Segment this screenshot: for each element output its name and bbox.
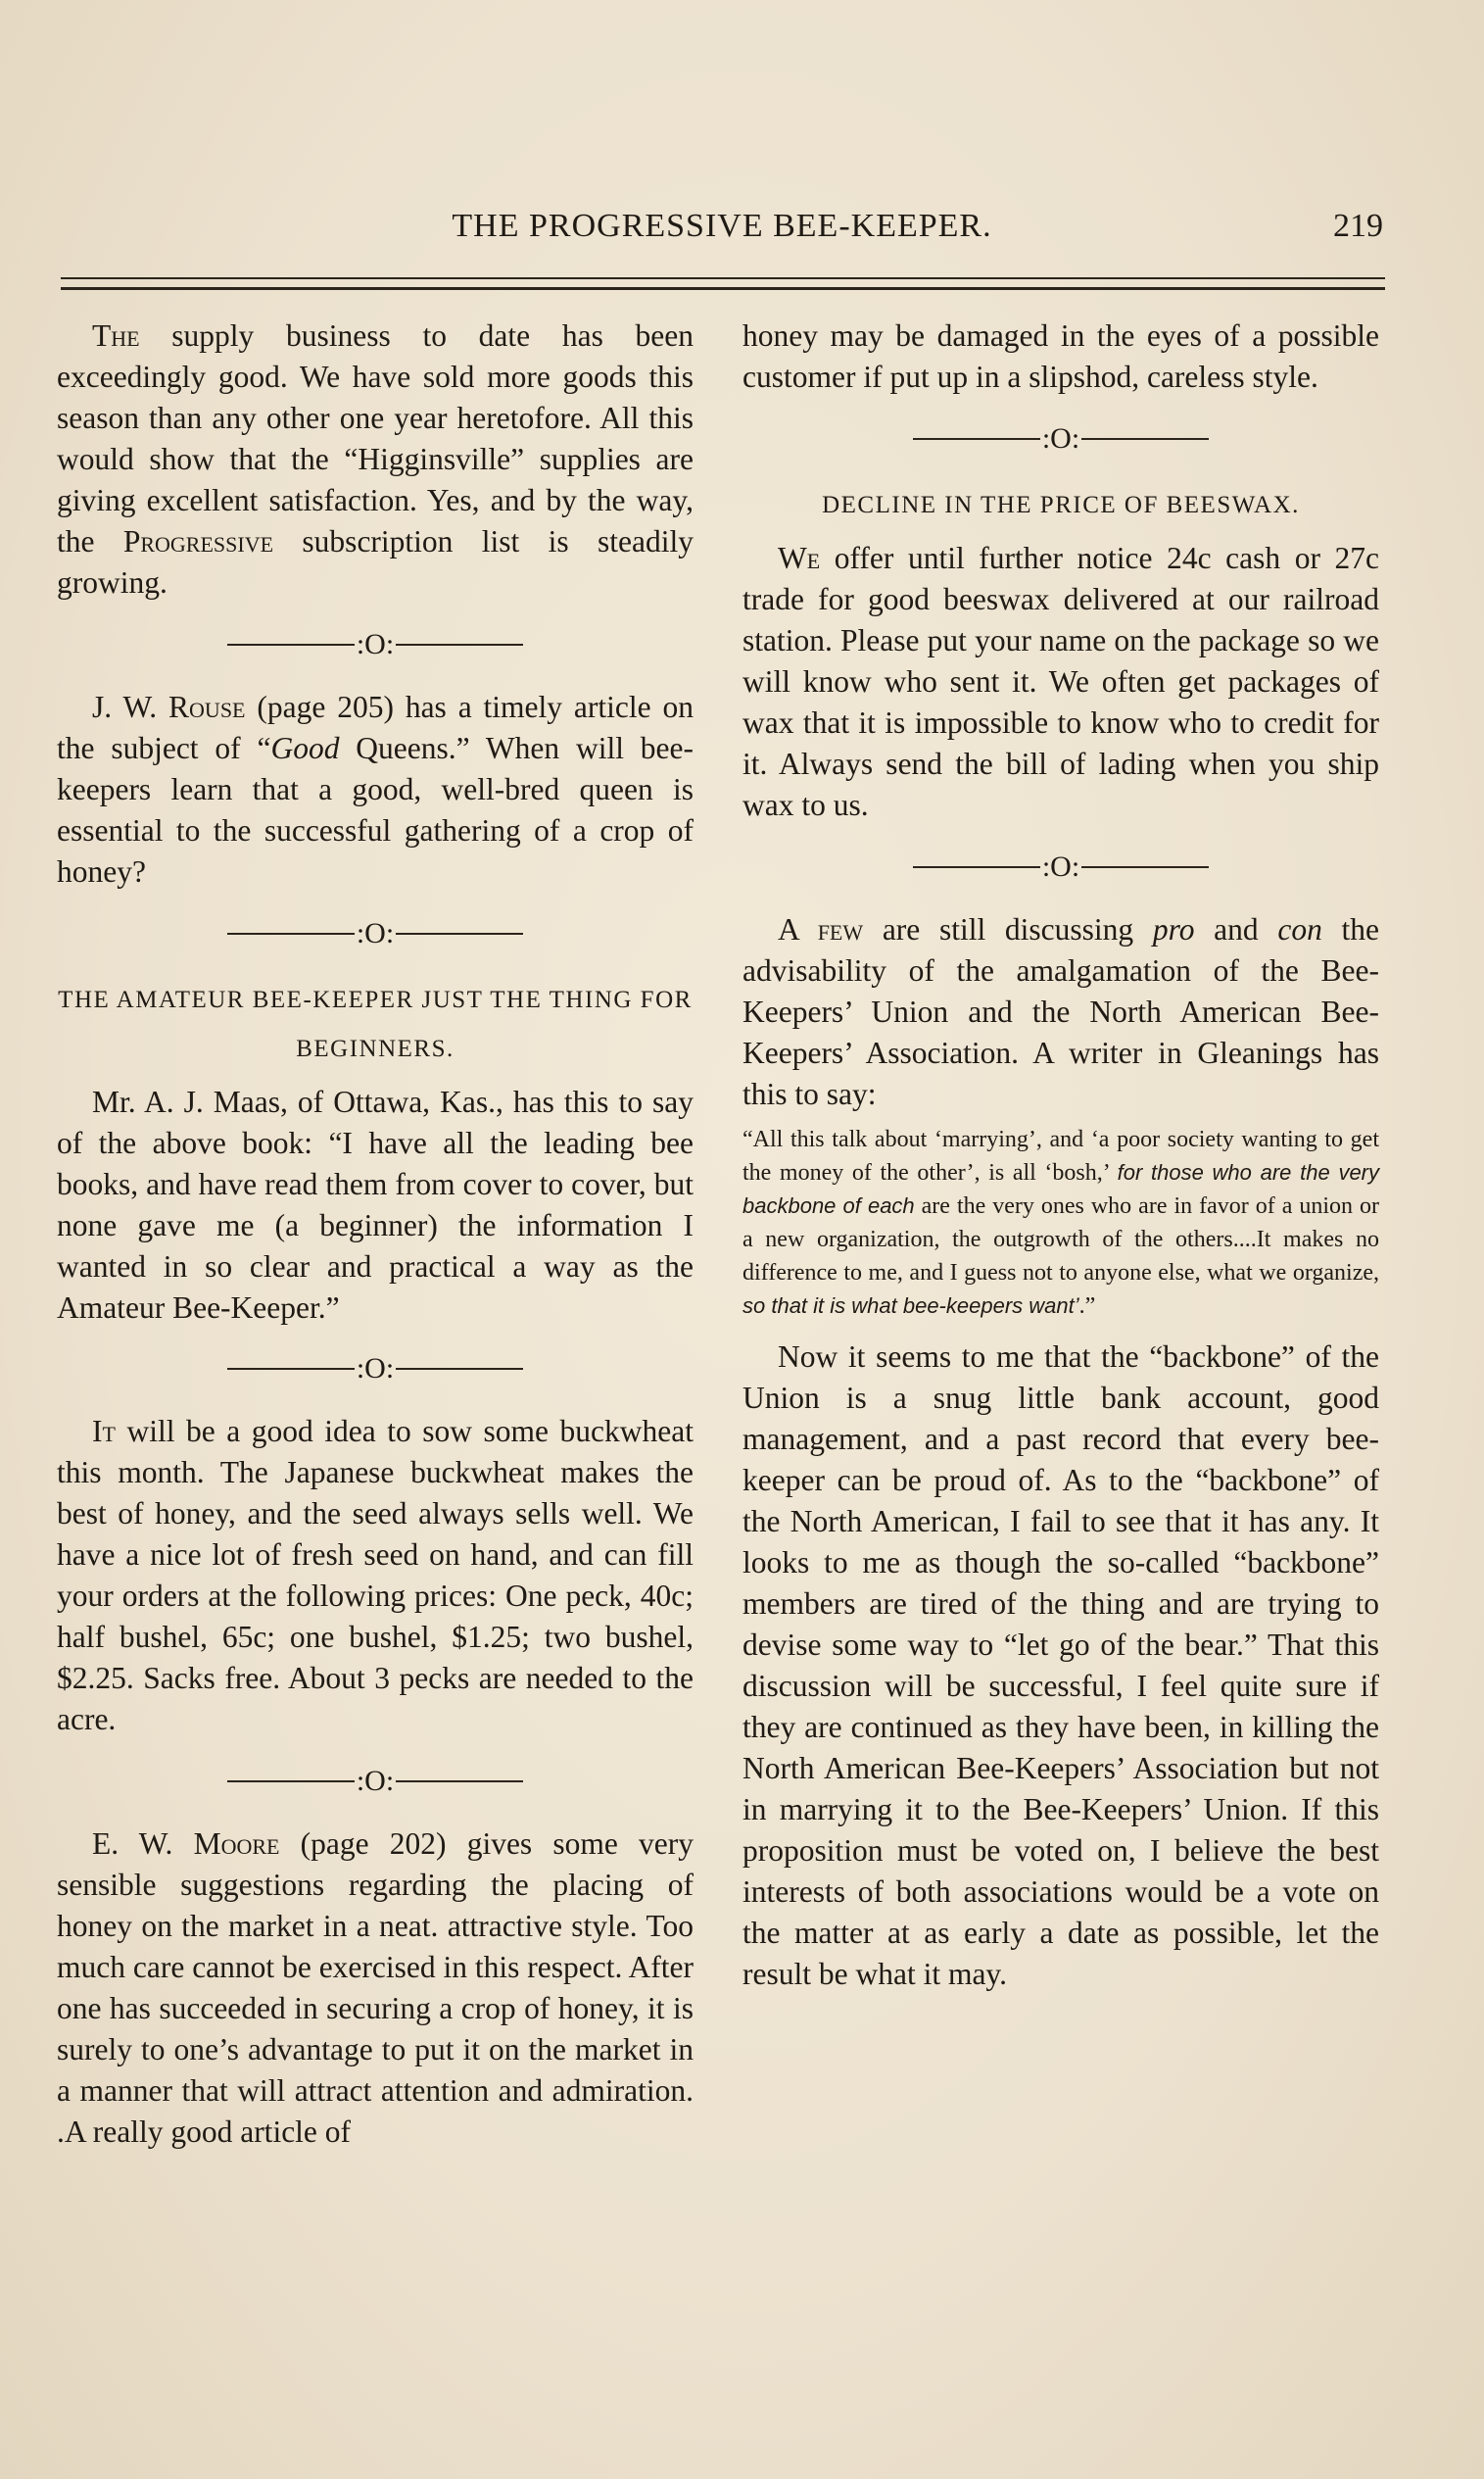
paragraph-text: the advisability of the amalgamation of the Bee-Keepers’ Union and the North American Bee-Keepers’ Association. A writer in Gleanings has this to say:: [742, 911, 1380, 1111]
separator-mark: :O:: [356, 627, 395, 660]
header-rule-thick: [61, 287, 1385, 290]
separator-mark: :O:: [356, 916, 395, 949]
header-rule-thin: [61, 277, 1385, 279]
section-separator: [57, 1758, 694, 1802]
paragraph-supply-business: [57, 316, 694, 604]
paragraph-buckwheat: [57, 1411, 694, 1740]
left-column: [57, 316, 694, 2153]
progressive-smallcaps: Progressive: [122, 524, 274, 559]
paragraph-text: subscription list is steadily growing.: [57, 524, 694, 600]
paragraph-moore: [57, 1823, 694, 2153]
emphasis-pro: pro: [1152, 911, 1195, 947]
lead-word: The: [92, 318, 140, 353]
section-heading-amateur: THE AMATEUR BEE-KEEPER JUST THE THING FOR BEGINNERS.: [58, 986, 693, 1062]
paragraph-maas: Mr. A. J. Maas, of Ottawa, Kas., has this to say of the above book: “I have all the leading bee books, and have read them from cover to cover, but none gave me (a beginner) the information I wanted in so clear and practical a way as the Amateur Bee-Keeper.”: [57, 1084, 694, 1325]
running-header: [61, 208, 1383, 257]
section-separator: [57, 621, 694, 665]
paragraph-text: will be a good idea to sow some buckwheat this month. The Japanese buckwheat makes the best of honey, and the seed always sells well. We have a nice lot of fresh seed on hand, and can fill your orders at the following prices: One peck, 40c; half bushel, 65c; one bushel, $1.25; two bushel, $2.25. Sacks free. About 3 pecks are needed to the acre.: [57, 1414, 694, 1737]
author-name: J. W. Rouse: [92, 689, 246, 724]
paragraph-beeswax: [742, 538, 1379, 826]
paragraph-text: and: [1194, 911, 1278, 947]
emphasis-good: Good: [270, 730, 340, 765]
separator-mark: :O:: [356, 1765, 395, 1798]
section-separator: [57, 1346, 694, 1390]
paragraph-text: are still discussing: [863, 911, 1153, 947]
section-separator: [742, 844, 1379, 888]
quote-italic: so that it is what bee-keepers want’: [742, 1292, 1079, 1318]
section-separator: [742, 415, 1379, 460]
lead-word: We: [778, 540, 821, 575]
right-column: [742, 316, 1379, 1995]
separator-mark: :O:: [356, 1352, 395, 1385]
paragraph-rouse: [57, 687, 694, 893]
paragraph-honey-continued: honey may be damaged in the eyes of a possible customer if put up in a slipshod, careless style.: [742, 318, 1379, 394]
paragraph-text: supply business to date has been exceedingly good. We have sold more goods this season than any other one year heretofore. All this would show that the “Higginsville” supplies are giving excellent satisfaction. Yes, and by the way, the: [57, 318, 694, 559]
journal-title: THE PROGRESSIVE BEE-KEEPER.: [452, 208, 992, 244]
author-name: E. W. Moore: [92, 1826, 280, 1862]
lead-word: A few: [778, 911, 864, 947]
separator-mark: :O:: [1041, 850, 1080, 883]
page-number: 219: [1333, 208, 1383, 244]
lead-word: It: [92, 1414, 116, 1449]
paragraph-backbone: Now it seems to me that the “backbone” of the Union is a snug little bank account, good management, and a past record that every bee-keeper can be proud of. As to the “backbone” of the North American, I fail to see that it has any. It looks to me as though the so-called “backbone” members are tired of the thing and are trying to devise some way to “let go of the bear.” That this discussion will be successful, I feel quite sure if they are continued as they have been, in killing the North American Bee-Keepers’ Association but not in marrying it to the Bee-Keepers’ Union. If this proposition must be voted on, I believe the best interests of both associations would be a vote on the matter at as early a date as possible, let the result be what it may.: [742, 1338, 1379, 1991]
quote-text: “All this talk about ‘marrying’, and ‘a poor society wanting to get the money of the other’, is all ‘bosh,’: [742, 1126, 1379, 1186]
section-separator: [57, 910, 694, 954]
separator-mark: :O:: [1041, 421, 1080, 455]
paragraph-text: (page 205) has a timely article on the subject of “: [57, 689, 694, 765]
paragraph-text: Queens.” When will bee-keepers learn that a good, well-bred queen is essential to the successful gathering of a crop of honey?: [57, 730, 694, 889]
emphasis-con: con: [1277, 911, 1322, 947]
paragraph-amalgamation: [742, 909, 1379, 1115]
paragraph-text: offer until further notice 24c cash or 27c trade for good beeswax delivered at our railroad station. Please put your name on the package so we will know who sent it. We often get packages of wax that it is impossible to know who to credit for it. Always send the bill of lading when you ship wax to us.: [742, 540, 1379, 822]
paragraph-text: (page 202) gives some very sensible suggestions regarding the placing of honey on the market in a neat. attractive style. Too much care cannot be exercised in this respect. After one has succeeded in securing a crop of honey, it is surely to one’s advantage to put it on the market in a manner that will attract attention and admiration. .A really good article of: [57, 1826, 694, 2150]
quote-text: .”: [1078, 1292, 1096, 1319]
quote-italic: for those who are the very backbone of each: [742, 1159, 1380, 1218]
quote-text: are the very ones who are in favor of a union or a new organization, the outgrowth of the others....It makes no difference to me, and I guess not to anyone else, what we organize,: [742, 1192, 1379, 1286]
quotation-gleanings: [742, 1123, 1379, 1323]
section-heading-beeswax: DECLINE IN THE PRICE OF BEESWAX.: [822, 491, 1300, 518]
